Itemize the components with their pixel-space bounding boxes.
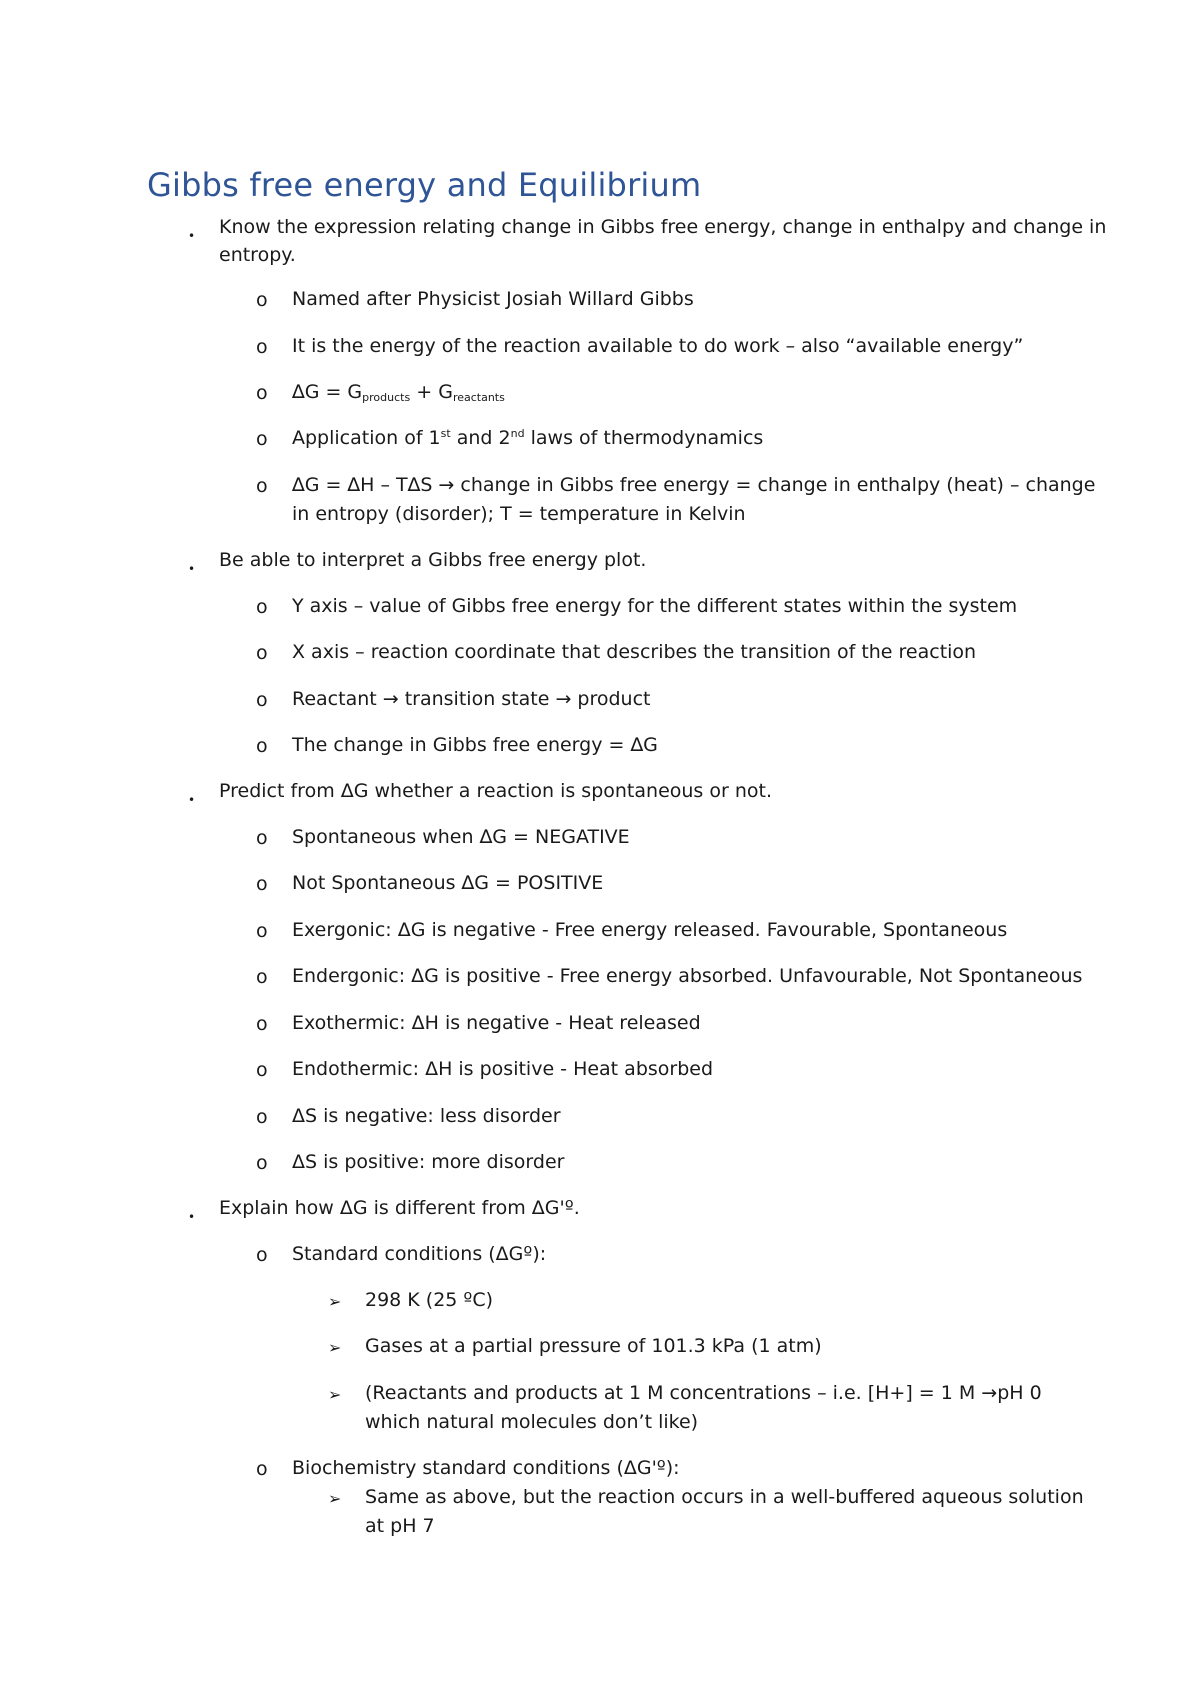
circle-marker: o: [256, 428, 268, 450]
section3-item7: ΔS is negative: less disorder: [292, 1105, 561, 1127]
circle-marker: o: [256, 1013, 268, 1035]
delta-g-text: ∆G = G: [292, 381, 363, 403]
circle-marker: o: [256, 827, 268, 849]
section3-item5: Exothermic: ΔH is negative - Heat released: [292, 1012, 701, 1034]
subscript-products: products: [362, 391, 411, 404]
section2-item3: Reactant → transition state → product: [292, 688, 651, 710]
section1-item3: [292, 378, 505, 407]
section3-item1: Spontaneous when ∆G = NEGATIVE: [292, 826, 630, 848]
laws-text-a: Application of 1: [292, 427, 441, 449]
section4-item2: Biochemistry standard conditions (ΔG'º):: [292, 1457, 680, 1479]
section3-item4: Endergonic: ΔG is positive - Free energy absorbed. Unfavourable, Not Spontaneous: [292, 965, 1083, 987]
arrowhead-bullet-icon: ➢: [328, 1385, 342, 1404]
plus-g-text: + G: [410, 381, 453, 403]
circle-marker: o: [256, 1152, 268, 1174]
superscript-nd: nd: [510, 427, 525, 440]
section2-item4: The change in Gibbs free energy = ∆G: [292, 734, 658, 756]
section4-subitem3-line1: (Reactants and products at 1 M concentrations – i.e. [H+] = 1 M →pH 0: [365, 1382, 1042, 1404]
arrowhead-bullet-icon: ➢: [328, 1292, 342, 1311]
section1-item1: Named after Physicist Josiah Willard Gibbs: [292, 288, 694, 310]
circle-marker: o: [256, 596, 268, 618]
circle-marker: o: [256, 1106, 268, 1128]
section1-item2: It is the energy of the reaction available to do work – also “available energy”: [292, 335, 1024, 357]
circle-marker: o: [256, 1244, 268, 1266]
circle-marker: o: [256, 873, 268, 895]
section1-heading-line2: entropy.: [219, 244, 296, 266]
bullet-marker: •: [188, 1210, 196, 1224]
section1-item4: [292, 424, 763, 453]
circle-marker: o: [256, 1458, 268, 1480]
circle-marker: o: [256, 289, 268, 311]
arrowhead-bullet-icon: ➢: [328, 1489, 342, 1508]
laws-text-b: and 2: [450, 427, 511, 449]
circle-marker: o: [256, 475, 268, 497]
circle-marker: o: [256, 642, 268, 664]
circle-marker: o: [256, 1059, 268, 1081]
section1-item5-line1: ∆G = ∆H – T∆S → change in Gibbs free energy = change in enthalpy (heat) – change: [292, 474, 1096, 496]
section4-subitem3-line2: which natural molecules don’t like): [365, 1411, 699, 1433]
section4-heading: Explain how ΔG is different from ΔG'º.: [219, 1197, 580, 1219]
page-title: Gibbs free energy and Equilibrium: [147, 166, 702, 204]
section2-heading: Be able to interpret a Gibbs free energy plot.: [219, 549, 647, 571]
arrowhead-bullet-icon: ➢: [328, 1338, 342, 1357]
circle-marker: o: [256, 336, 268, 358]
laws-text-c: laws of thermodynamics: [524, 427, 764, 449]
circle-marker: o: [256, 689, 268, 711]
circle-marker: o: [256, 735, 268, 757]
superscript-st: st: [440, 427, 451, 440]
section3-heading: Predict from ΔG whether a reaction is spontaneous or not.: [219, 780, 772, 802]
section1-item5-line2: in entropy (disorder); T = temperature in Kelvin: [292, 503, 746, 525]
section2-item1: Y axis – value of Gibbs free energy for the different states within the system: [292, 595, 1018, 617]
subscript-reactants: reactants: [452, 391, 505, 404]
section3-item8: ΔS is positive: more disorder: [292, 1151, 565, 1173]
section3-item3: Exergonic: ΔG is negative - Free energy released. Favourable, Spontaneous: [292, 919, 1008, 941]
bullet-marker: •: [188, 229, 196, 243]
section4-subitem2: Gases at a partial pressure of 101.3 kPa (1 atm): [365, 1335, 822, 1357]
section3-item2: Not Spontaneous ∆G = POSITIVE: [292, 872, 604, 894]
section4-subitem4-line2: at pH 7: [365, 1515, 435, 1537]
section3-item6: Endothermic: ΔH is positive - Heat absorbed: [292, 1058, 714, 1080]
circle-marker: o: [256, 382, 268, 404]
circle-marker: o: [256, 920, 268, 942]
section4-subitem1: 298 K (25 ºC): [365, 1289, 494, 1311]
section1-heading-line1: Know the expression relating change in Gibbs free energy, change in enthalpy and change in: [219, 216, 1107, 238]
bullet-marker: •: [188, 562, 196, 576]
circle-marker: o: [256, 966, 268, 988]
section4-subitem4-line1: Same as above, but the reaction occurs in a well-buffered aqueous solution: [365, 1486, 1084, 1508]
section4-item1: Standard conditions (ΔGº):: [292, 1243, 547, 1265]
section2-item2: X axis – reaction coordinate that describes the transition of the reaction: [292, 641, 977, 663]
bullet-marker: •: [188, 793, 196, 807]
